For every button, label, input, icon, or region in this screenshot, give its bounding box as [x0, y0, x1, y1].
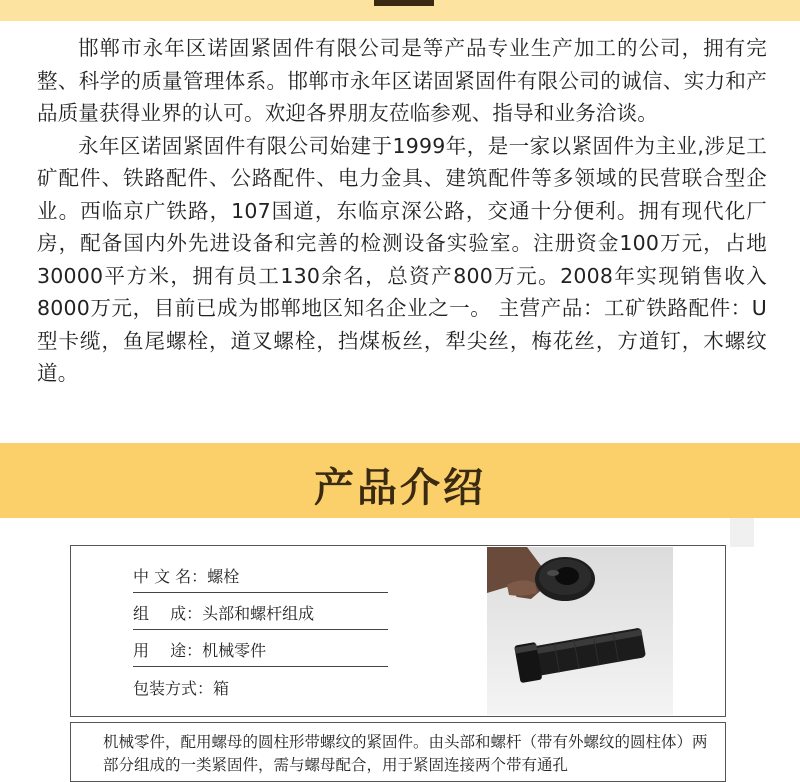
- bolt-image: [487, 547, 673, 715]
- spec-value: 头部和螺杆组成: [202, 604, 315, 623]
- spec-row-usage: [133, 638, 388, 667]
- spec-row-packaging: [133, 676, 388, 704]
- spec-label: 包装方式：: [133, 679, 214, 698]
- decorative-strip: [730, 518, 754, 547]
- spec-row-composition: [133, 601, 388, 630]
- intro-paragraph-2: 永年区诺固紧固件有限公司始建于1999年，是一家以紧固件为主业,涉足工矿配件、铁路配件、公路配件、电力金具、建筑配件等多领域的民营联合型企业。西临京广铁路，107国道，东临京深公路，交通十分便利。拥有现代化厂房，配备国内外先进设备和完善的检测设备实验室。注册资金100万元，占地30000平方米，拥有员工130余名，总资产800万元。2008年实现销售收入8000万元，目前已成为邯郸地区知名企业之一。 主营产品：工矿铁路配件：U型卡缆，鱼尾螺栓，道叉螺栓，挡煤板丝，犁尖丝，梅花丝，方道钉，木螺纹道。: [37, 133, 767, 385]
- top-banner: [0, 0, 800, 21]
- top-banner-tab: [374, 0, 434, 6]
- product-description: 机械零件，配用螺母的圆柱形带螺纹的紧固件。由头部和螺杆（带有外螺纹的圆柱体）两部分组成的一类紧固件，需与螺母配合，用于紧固连接两个带有通孔: [103, 733, 708, 774]
- spec-label: 中 文 名：: [133, 567, 208, 586]
- intro-paragraph-1: 邯郸市永年区诺固紧固件有限公司是等产品专业生产加工的公司，拥有完整、科学的质量管理体系。邯郸市永年区诺固紧固件有限公司的诚信、实力和产品质量获得业界的认可。欢迎各界朋友莅临参观、指导和业务洽谈。: [37, 36, 767, 125]
- spec-value: 机械零件: [202, 641, 267, 660]
- spec-row-name: [133, 564, 388, 593]
- spec-label: 组 成：: [133, 604, 203, 623]
- product-description-box: [70, 722, 726, 782]
- product-photo: [487, 547, 673, 715]
- company-intro: [37, 32, 767, 390]
- section-title: 产品介绍: [314, 465, 486, 511]
- spec-label: 用 途：: [133, 641, 203, 660]
- spec-value: 箱: [213, 679, 230, 698]
- spec-value: 螺栓: [207, 567, 240, 586]
